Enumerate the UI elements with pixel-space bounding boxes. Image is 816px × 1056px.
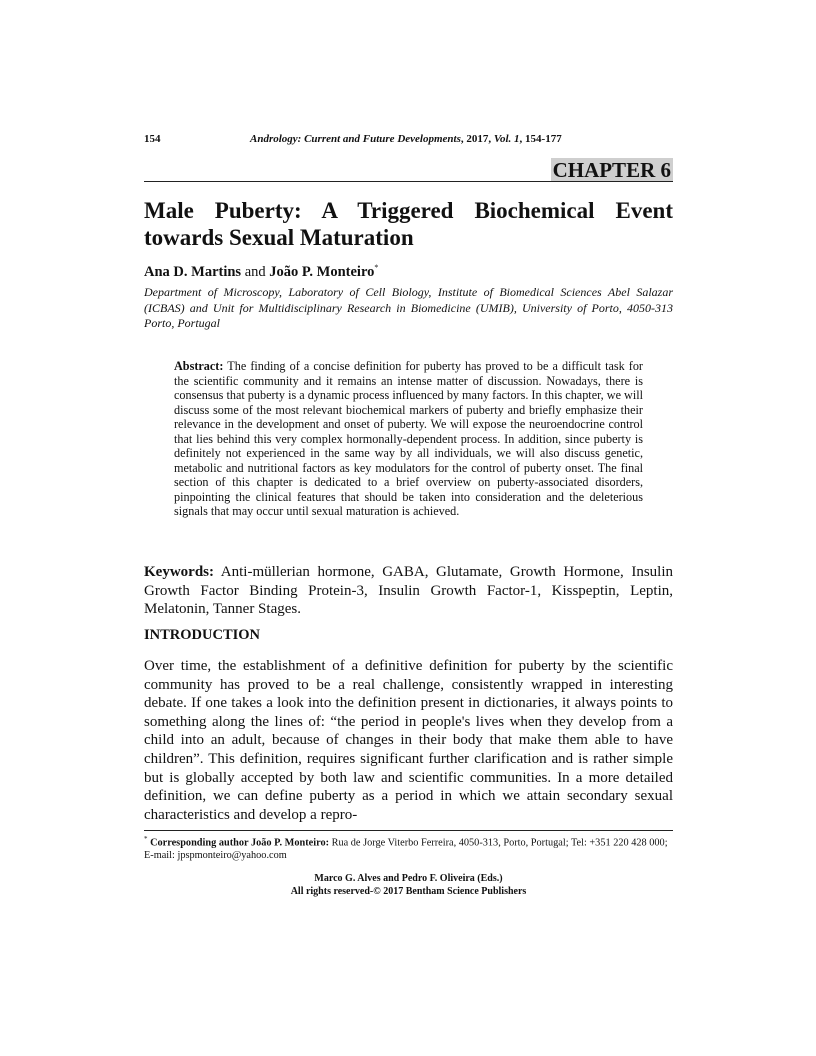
publisher-info bbox=[144, 872, 673, 898]
editors-line: Marco G. Alves and Pedro F. Oliveira (Eds.) bbox=[314, 873, 503, 884]
running-header bbox=[250, 133, 562, 145]
chapter-divider bbox=[144, 181, 673, 182]
footnote-label: Corresponding author João P. Monteiro: bbox=[147, 837, 330, 849]
abstract-label: Abstract: bbox=[174, 359, 224, 373]
keywords-block bbox=[144, 563, 673, 619]
journal-pages: , 154-177 bbox=[519, 133, 562, 145]
footnote-text: Rua de Jorge Viterbo Ferreira, 4050-313, Porto, Portugal; Tel: +351 220 428 000; E-mail: jpspmonteiro@yahoo.com bbox=[144, 837, 668, 862]
author-name: João P. Monteiro bbox=[269, 263, 375, 280]
keywords-text: Anti-müllerian hormone, GABA, Glutamate, Growth Hormone, Insulin Growth Factor Binding Protein-3, Insulin Growth Factor-1, Kisspeptin, Leptin, Melatonin, Tanner Stages. bbox=[144, 564, 673, 617]
author-conjunction: and bbox=[241, 263, 270, 280]
footnote bbox=[144, 833, 673, 862]
journal-volume: Vol. 1 bbox=[493, 133, 520, 145]
footnote-mark: * bbox=[144, 835, 148, 843]
author-line bbox=[144, 263, 378, 281]
body-paragraph: Over time, the establishment of a definitive definition for puberty by the scientific community has proved to be a real challenge, consistently wrapped in interesting debate. If one takes a look into the definition present in dictionaries, it always points to something along the lines of: “the period in people's lives when they develop from a child into an adult, because of changes in their body that make them able to have children”. This definition, requires significant further clarification and is rather simple but is globally accepted by both law and scientific communities. In a more detailed definition, we can define puberty as a period in which we attain secondary sexual characteristics and develop a repro- bbox=[144, 658, 673, 823]
chapter-label: CHAPTER 6 bbox=[552, 158, 671, 182]
author-name: Ana D. Martins bbox=[144, 263, 242, 280]
copyright-line: All rights reserved-© 2017 Bentham Science Publishers bbox=[290, 886, 527, 897]
abstract-block bbox=[174, 359, 643, 519]
page-number: 154 bbox=[144, 133, 161, 145]
journal-year: , 2017, bbox=[460, 133, 494, 145]
chapter-title: Male Puberty: A Triggered Biochemical Event towards Sexual Maturation bbox=[144, 198, 673, 250]
abstract-text: The finding of a concise definition for puberty has proved to be a difficult task for the scientific community and it remains an intense matter of discussion. Nowadays, there is consensus that puberty is a dynamic process influenced by many factors. In this chapter, we will discuss some of the most relevant biochemical markers of puberty and briefly emphasize their relevance in the development and onset of puberty. We will expose the neuroendocrine control that lies behind this very complex hormonally-dependent process. In addition, since puberty is definitely not experienced in the same way by all individuals, we will also discuss genetic, metabolic and nutritional factors as key modulators for the control of puberty onset. The final section of this chapter is dedicated to a brief overview on puberty-associated disorders, pinpointing the clinical features that should be taken into consideration and the deleterious signals that may occur until sexual maturation is achieved. bbox=[174, 359, 643, 518]
journal-title: Andrology: Current and Future Developments bbox=[250, 133, 461, 145]
corresponding-mark: * bbox=[374, 263, 379, 272]
footnote-divider bbox=[144, 830, 673, 831]
affiliation: Department of Microscopy, Laboratory of Cell Biology, Institute of Biomedical Sciences Abel Salazar (ICBAS) and Unit for Multidisciplinary Research in Biomedicine (UMIB), University of Porto, 4050-313 Porto, Portugal bbox=[144, 285, 673, 330]
section-heading: INTRODUCTION bbox=[144, 627, 261, 643]
keywords-label: Keywords: bbox=[144, 564, 214, 580]
